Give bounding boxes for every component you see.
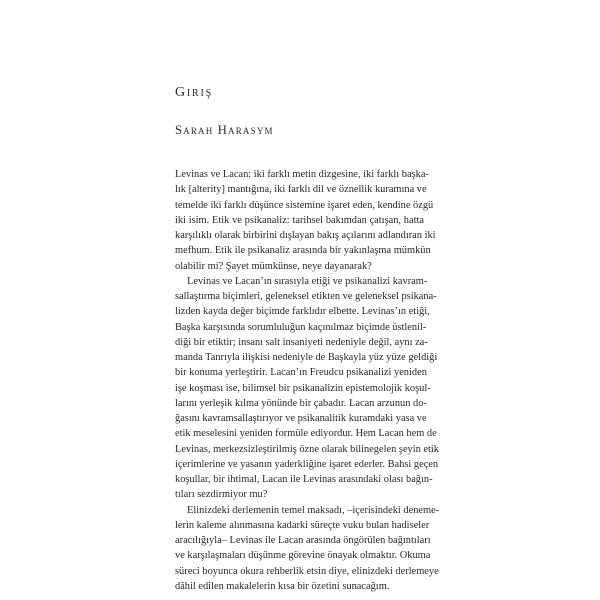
text-line: koşullar, bir ihtimal, Lacan ile Levinas arasındaki olası bağın- — [175, 474, 433, 485]
text-line: ve karşılaşmaları düşünme görevine önayak olmaktır. Okuma — [175, 550, 431, 562]
text-line: lerin kaleme alınmasına kadarki süreçte vuku bulan hadiseler — [175, 519, 430, 531]
text-line: olabilir mi? Şayet mümkünse, neye dayanarak? — [175, 260, 372, 272]
text-line: Levinas ve Lacan: iki farklı metin dizgesine, iki farklı başka- — [175, 169, 429, 180]
text-line: mefhum. Etik ile psikanaliz arasında bir yakınlaşma mümkün — [175, 245, 431, 257]
text-line: Başka karşısında sorumluluğun kaçınılmaz biçimde üstlenil- — [175, 321, 427, 333]
text-line: larını yerleşik kılma yönünde bir çabadır. Lacan arzunun do- — [175, 397, 427, 409]
text-line: içerimlerine ve yasanın yaderkliğine işaret ederler. Bahsi geçen — [175, 458, 439, 470]
text-line: diği bir etiktir; insanı salt insaniyeti nedeniyle değil, aynı za- — [175, 336, 428, 348]
author-name: Sarah Harasym — [175, 123, 274, 137]
text-line: etik meselesini yeniden formüle ediyordur. Hem Lacan hem de — [175, 428, 437, 440]
text-line: manda Tanrıyla ilişkisi nedeniyle de Başkayla yüz yüze geldiği — [175, 352, 438, 363]
text-line: iki isim. Etik ve psikanaliz: tarihsel bakımdan çatışan, hatta — [175, 214, 424, 226]
text-line: temelde iki farklı düşünce sistemine işaret eden, kendine özgü — [175, 199, 434, 211]
text-line: ğasını kavramsallaştırıyor ve psikanalitik kuramdaki yasa ve — [175, 413, 427, 424]
text-line: aracılığıyla– Levinas ile Lacan arasında öngörülen bağıntıları — [175, 535, 431, 546]
text-line: lizden kayda değer biçimde farklıdır elbette. Levinas’ın etiği, — [175, 306, 430, 318]
text-line: dâhil edilen makalelerin kısa bir özetini sunacağım. — [175, 580, 390, 592]
text-line: bir konuma yerleştirir. Lacan’ın Freudcu psikanalizi yeniden — [175, 367, 427, 379]
text-line: Levinas, merkezsizleştirilmiş özne olarak bilinegelen şeyin etik — [175, 443, 440, 455]
text-line: karşılıklı olarak birbirini dışlayan bakış açılarını adlandıran iki — [175, 230, 436, 241]
text-line: Levinas ve Lacan’ın sırasıyla etiği ve psikanalizi kavram- — [187, 275, 428, 287]
text-line: tıları sezdirmiyor mu? — [175, 489, 268, 501]
text-line: işe koşması ise, bilimsel bir psikanalizin epistemolojik koşul- — [175, 382, 431, 394]
text-line: süreci boyunca okura rehberlik etsin diye, elinizdeki derlemeye — [175, 565, 439, 577]
chapter-title: Giriş — [175, 85, 214, 100]
text-line: Elinizdeki derlemenin temel maksadı, –içerisindeki deneme- — [187, 504, 440, 516]
text-line: lık [alterity] mantığına, iki farklı dil ve öznellik kuramına ve — [175, 184, 427, 196]
text-line: sallaştırma biçimleri, geleneksel etikten ve geleneksel psikana- — [175, 291, 437, 302]
